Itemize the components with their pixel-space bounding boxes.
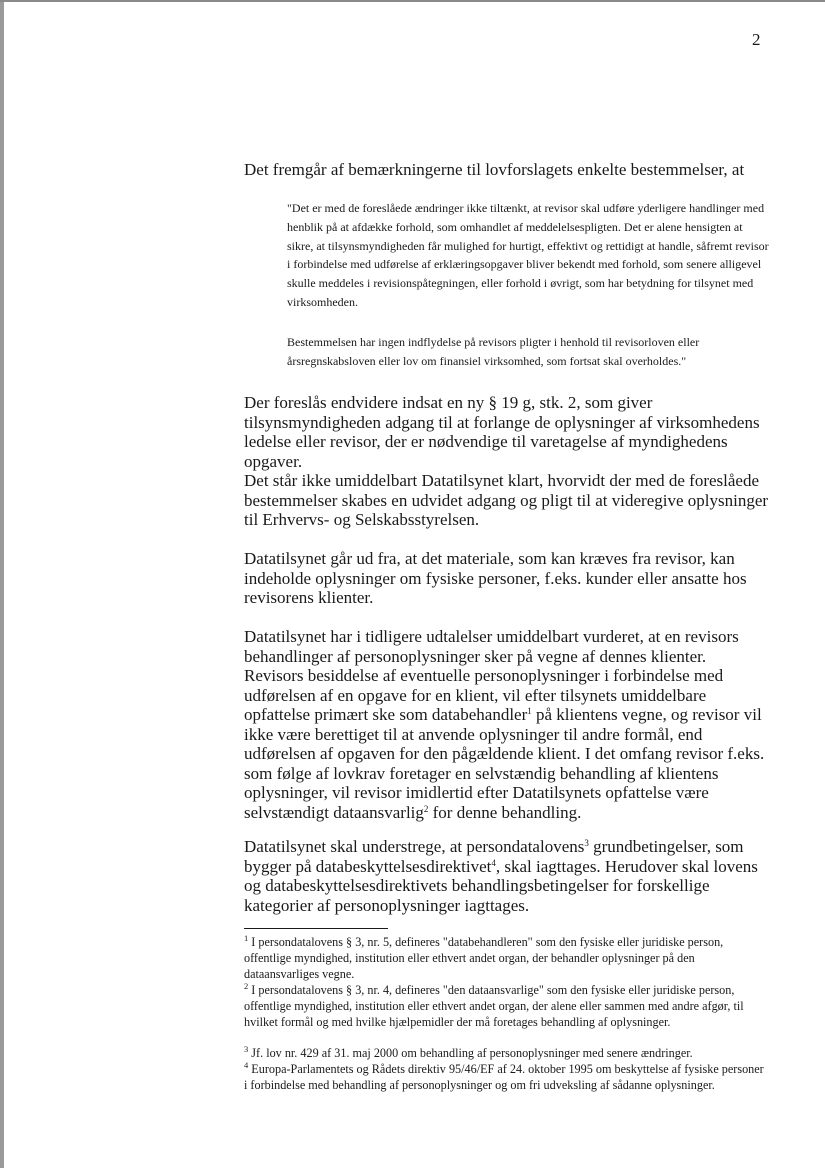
scan-edge-top bbox=[0, 0, 825, 2]
footnote-number: 1 bbox=[244, 933, 249, 943]
text-segment: på klientens vegne, og revisor vil ikke være berettiget til at anvende oplysninger til andre formål, end udførelsen af opgaven for den pågældende klient. I det omfang revisor f.eks. som følge af lovkrav foretager en selvstændig behandling af klientens oplysninger, vil revisor imidlertid efter Datatilsynets opfattelse være selvstændigt dataansvarlig bbox=[244, 705, 765, 822]
footnote-text: I persondatalovens § 3, nr. 4, defineres "den dataansvarlige" som den fysiske eller juridiske person, offentlige myndighed, institution eller ethvert andet organ, der alene eller sammen med andre afgør, til hvilket formål og med hvilke hjælpemidler der må foretages behandling af oplysninger. bbox=[244, 983, 744, 1029]
footnote-separator bbox=[244, 928, 388, 929]
paragraph-grundbetingelser bbox=[244, 837, 769, 915]
text-segment: , skal iagttages. Herudover skal lovens og databeskyttelsesdirektivets behandlingsbetingelser for forskellige kategorier af personoplysninger iagttages. bbox=[244, 856, 758, 915]
footnote-ref-4[interactable]: 4 bbox=[491, 857, 496, 868]
footnote-text: Jf. lov nr. 429 af 31. maj 2000 om behandling af personoplysninger med senere ændringer. bbox=[251, 1046, 693, 1060]
text-segment: Datatilsynet skal understrege, at persondatalovens bbox=[244, 837, 585, 856]
footnote-number: 2 bbox=[244, 981, 249, 991]
footnote-ref-3[interactable]: 3 bbox=[584, 838, 589, 848]
quote-paragraph-2: Bestemmelsen har ingen indflydelse på revisors pligter i henhold til revisorloven eller årsregnskabsloven eller lov om finansiel virksomhed, som fortsat skal overholdes." bbox=[287, 335, 700, 368]
paragraph-tilsyn-adgang: Der foreslås endvidere indsat en ny § 19 g, stk. 2, som giver tilsynsmyndigheden adgang til at forlange de oplysninger af virksomhedens ledelse eller revisor, der er nødvendige til varetagelse af myndighedens opgaver. bbox=[244, 393, 760, 471]
paragraph-databehandler bbox=[244, 627, 769, 822]
footnote-ref-2[interactable]: 2 bbox=[423, 803, 429, 814]
quote-paragraph-1: "Det er med de foreslåede ændringer ikke tiltænkt, at revisor skal udføre yderligere handlinger med henblik på at afdække forhold, som omhandlet af meddelelsespligten. Det er alene hensigten at sikre, at tilsynsmyndigheden får mulighed for hurtigt, effektivt og rettidigt at handle, såfremt revisor i forbindelse med udførelse af erklæringsopgaver bliver bekendt med forhold, som senere alligevel skulle meddeles i revisionspåtegningen, eller forhold i øvrigt, som har betydning for tilsynet med virksomheden. bbox=[287, 201, 769, 309]
intro-paragraph: Det fremgår af bemærkningerne til lovforslagets enkelte bestemmelser, at bbox=[244, 160, 745, 179]
text-segment: for denne behandling. bbox=[428, 802, 582, 822]
footnote-ref-1[interactable]: 1 bbox=[527, 706, 532, 716]
text-segment: grundbetingelser, som bygger på databeskyttelsesdirektivet bbox=[244, 837, 744, 876]
footnote-text: Europa-Parlamentets og Rådets direktiv 95/46/EF af 24. oktober 1995 om beskyttelse af fysiske personer i forbindelse med behandling af personoplysninger og om fri udveksling af sådanne oplysninger. bbox=[244, 1062, 764, 1092]
scan-edge-left bbox=[0, 0, 4, 1168]
footnote-number: 4 bbox=[244, 1060, 249, 1070]
paragraph-udvidet-adgang: Det står ikke umiddelbart Datatilsynet klart, hvorvidt der med de foreslåede bestemmelser skabes en udvidet adgang og pligt til at videregive oplysninger til Erhvervs- og Selskabsstyrelsen. bbox=[244, 471, 769, 529]
footnote-2 bbox=[244, 983, 769, 1030]
footnote-1 bbox=[244, 935, 769, 982]
text-segment: Datatilsynet har i tidligere udtalelser umiddelbart vurderet, at en revisors behandlinger af personoplysninger sker på vegne af dennes klienter. Revisors besiddelse af eventuelle personoplysninger i forbindelse med udførelsen af en opgave for en klient, vil efter tilsynets umiddelbare opfattelse primært ske som databehandler bbox=[244, 627, 739, 724]
footnote-4 bbox=[244, 1062, 769, 1094]
footnote-text: I persondatalovens § 3, nr. 5, defineres "databehandleren" som den fysiske eller juridiske person, offentlige myndighed, institution eller ethvert andet organ, der behandler oplysninger på den dataansvarliges vegne. bbox=[244, 935, 724, 981]
paragraph-materiale: Datatilsynet går ud fra, at det materiale, som kan kræves fra revisor, kan indeholde oplysninger om fysiske personer, f.eks. kunder eller ansatte hos revisorens klienter. bbox=[244, 549, 747, 607]
footnote-number: 3 bbox=[244, 1044, 249, 1054]
footnote-3 bbox=[244, 1046, 769, 1062]
page-number: 2 bbox=[752, 30, 761, 49]
